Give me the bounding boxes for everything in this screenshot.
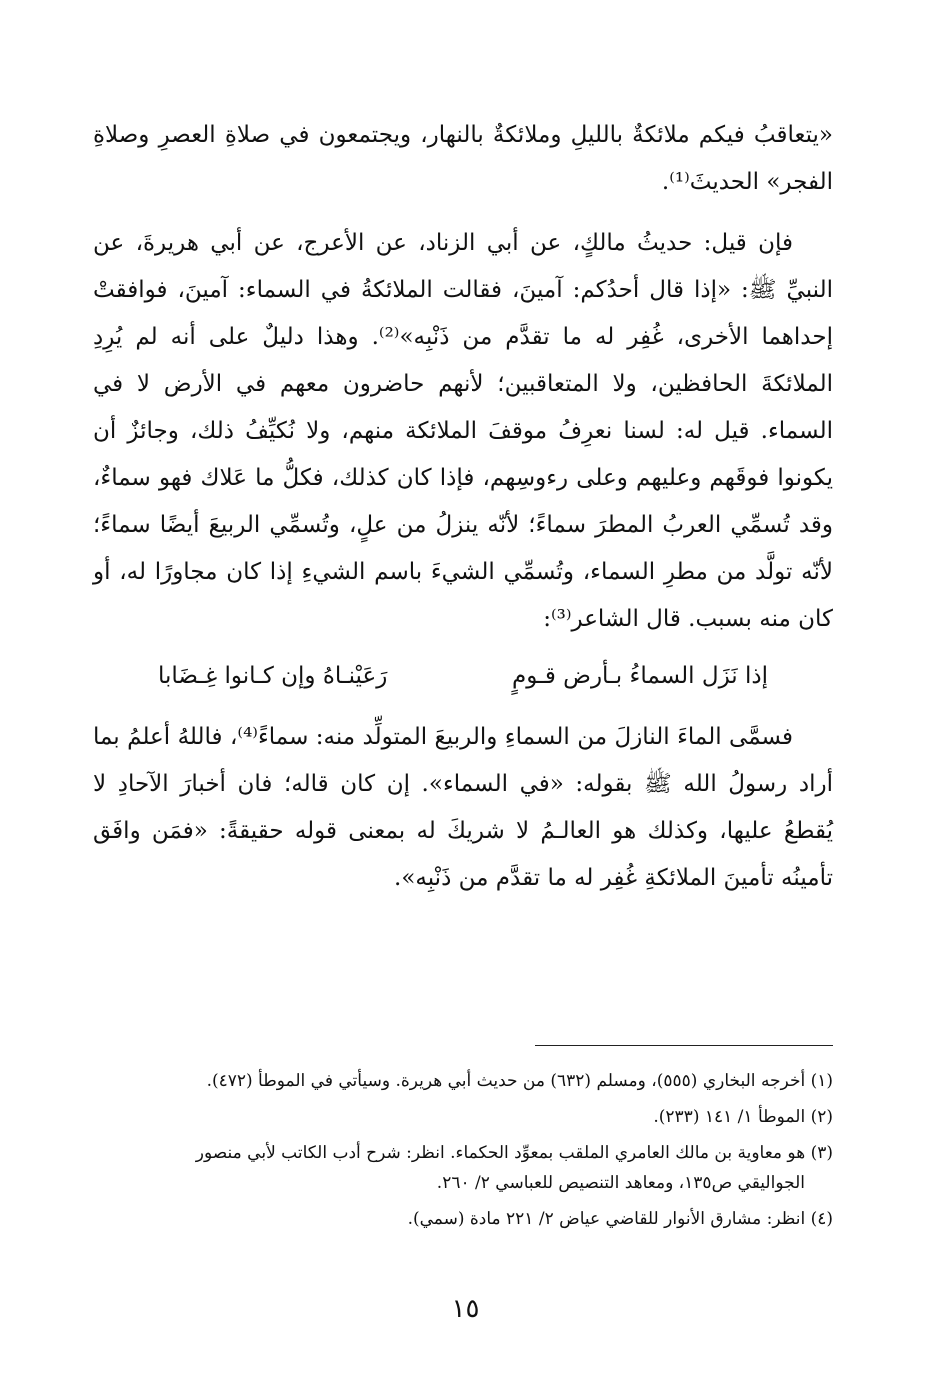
- footnote-2: (٢) الموطأ ١/ ١٤١ (٢٣٣).: [653, 1107, 833, 1127]
- paragraph-hadith-quote: «يتعاقبُ فيكم ملائكةٌ بالليلِ وملائكةٌ بالنهار، ويجتمعون في صلاةِ العصرِ وصلاةِ الفجر» الحديثَ⁽¹⁾.: [93, 122, 833, 195]
- poem-verse: [158, 653, 768, 700]
- footnote-4: (٤) انظر: مشارق الأنوار للقاضي عياض ٢/ ٢٢١ مادة (سمي).: [407, 1209, 833, 1229]
- paragraph-conclusion: فسمَّى الماءَ النازلَ من السماءِ والربيعَ المتولِّد منه: سماءً⁽⁴⁾، فاللهُ أعلمُ بما أراد رسولُ الله ﷺ بقوله: «في السماء». إن كان قاله؛ فان أخبارَ الآحادِ لا يُقطعُ عليها، وكذلك هو العالـمُ لا شريكَ له بمعنى قوله حقيقةً: «فمَن وافَق تأمينُه تأمينَ الملائكةِ غُفِر له ما تقدَّم من ذَنْبِه».: [93, 724, 833, 891]
- paragraph-gap: [93, 206, 833, 220]
- page-number: ١٥: [451, 1294, 480, 1324]
- footnote-1: (١) أخرجه البخاري (٥٥٥)، ومسلم (٦٣٢) من حديث أبي هريرة. وسيأتي في الموطأ (٤٧٢).: [206, 1071, 833, 1091]
- paragraph-objection-answer: فإن قيل: حديثُ مالكٍ، عن أبي الزناد، عن الأعرج، عن أبي هريرةَ، عن النبيِّ ﷺ: «إذا قال أحدُكم: آمينَ، فقالت الملائكةُ في السماء: آمينَ، فوافقتْ إحداهما الأخرى، غُفِر له ما تقدَّم من ذَنْبِه»⁽²⁾. وهذا دليلٌ على أنه لم يُرِدِ الملائكةَ الحافظين، ولا المتعاقبين؛ لأنهم حاضرون معهم في الأرض لا في السماء. قيل له: لسنا نعرِفُ موقفَ الملائكة منهم، ولا نُكيِّفُ ذلك، وجائزٌ أن يكونوا فوقَهم وعليهم وعلى رءوسِهم، فإذا كان كذلك، فكلُّ ما عَلاك فهو سماءٌ، وقد تُسمِّي العربُ المطرَ سماءً؛ لأنّه ينزلُ من علٍ، وتُسمِّي الربيعَ أيضًا سماءً؛ لأنّه تولَّد من مطرِ السماء، وتُسمِّي الشيءَ باسم الشيءِ إذا كان مجاورًا له، أو كان منه بسبب. قال الشاعر⁽³⁾:: [93, 230, 833, 632]
- footnote-3-continuation: الجواليقي ص١٣٥، ومعاهد التنصيص للعباسي ٢/ ٢٦٠.: [436, 1173, 805, 1193]
- poem-second-hemistich: رَعَيْنـاهُ وإن كـانوا غِـضَابا: [158, 663, 388, 689]
- footnotes-section: [93, 1066, 833, 1240]
- main-text-body: [93, 112, 833, 902]
- poem-first-hemistich: إذا نَزَل السماءُ بـأرض قـومٍ: [511, 663, 768, 689]
- footnote-separator: [535, 1045, 833, 1046]
- footnote-3: (٣) هو معاوية بن مالك العامري الملقب بمعوِّد الحكماء. انظر: شرح أدب الكاتب لأبي منصور: [195, 1143, 833, 1163]
